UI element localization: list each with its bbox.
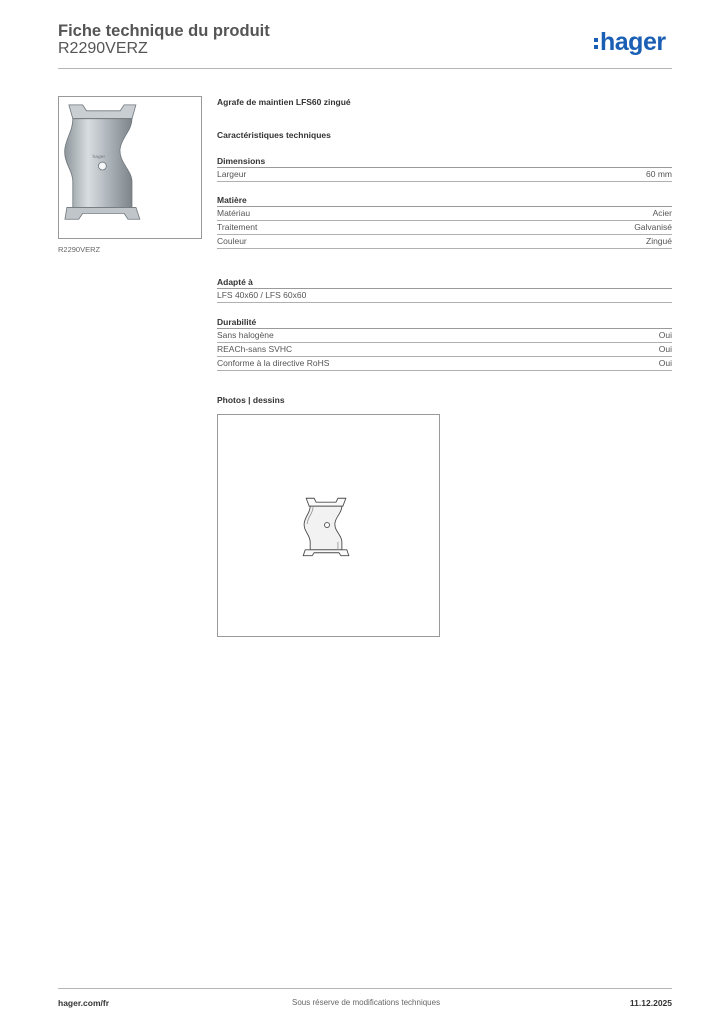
spec-label: LFS 40x60 / LFS 60x60 [217,290,307,300]
group-title: Adapté à [217,276,672,289]
spec-row [217,343,672,357]
spec-group-compatible [217,276,672,303]
spec-label: Couleur [217,236,247,246]
logo-dots-icon [594,38,598,49]
clip-illustration [59,97,201,238]
group-title: Matière [217,194,672,207]
page-title: Fiche technique du produit [58,22,270,40]
spec-label: REACh-sans SVHC [217,344,293,354]
spec-row [217,357,672,371]
footer-date: 11.12.2025 [629,998,672,1008]
spec-value: 60 mm [646,169,672,179]
spec-value: Oui [658,330,672,340]
clip-drawing [218,415,439,636]
product-reference: R2290VERZ [58,40,148,57]
footer-website-link[interactable]: hager.com/fr [58,998,110,1008]
spec-row [217,207,672,221]
spec-label: Largeur [217,169,247,179]
logo-text: hager [600,28,666,56]
specs-title: Caractéristiques techniques [217,130,331,140]
product-image [58,96,202,239]
group-title: Durabilité [217,316,672,329]
clip-imprint: hager [92,155,106,161]
footer-divider [58,988,672,989]
spec-value: Zingué [646,236,672,246]
product-name: Agrafe de maintien LFS60 zingué [217,97,351,107]
spec-group-material [217,194,672,249]
technical-drawing [217,414,440,637]
spec-label: Sans halogène [217,330,274,340]
image-caption: R2290VERZ [58,245,101,254]
footer-notice: Sous réserve de modifications techniques [292,998,441,1007]
spec-value: Acier [652,208,672,218]
spec-value: Oui [658,358,672,368]
spec-value: Galvanisé [634,222,672,232]
spec-label: Traitement [217,222,258,232]
spec-group-dimensions [217,155,672,182]
spec-label: Conforme à la directive RoHS [217,358,330,368]
spec-row [217,289,672,303]
spec-value: Oui [658,344,672,354]
spec-label: Matériau [217,208,251,218]
photos-title: Photos | dessins [217,395,285,405]
spec-group-sustainability [217,316,672,371]
hager-logo[interactable] [594,29,666,55]
header-divider [58,68,672,69]
spec-row [217,168,672,182]
spec-row [217,221,672,235]
spec-row [217,235,672,249]
spec-row [217,329,672,343]
group-title: Dimensions [217,155,672,168]
